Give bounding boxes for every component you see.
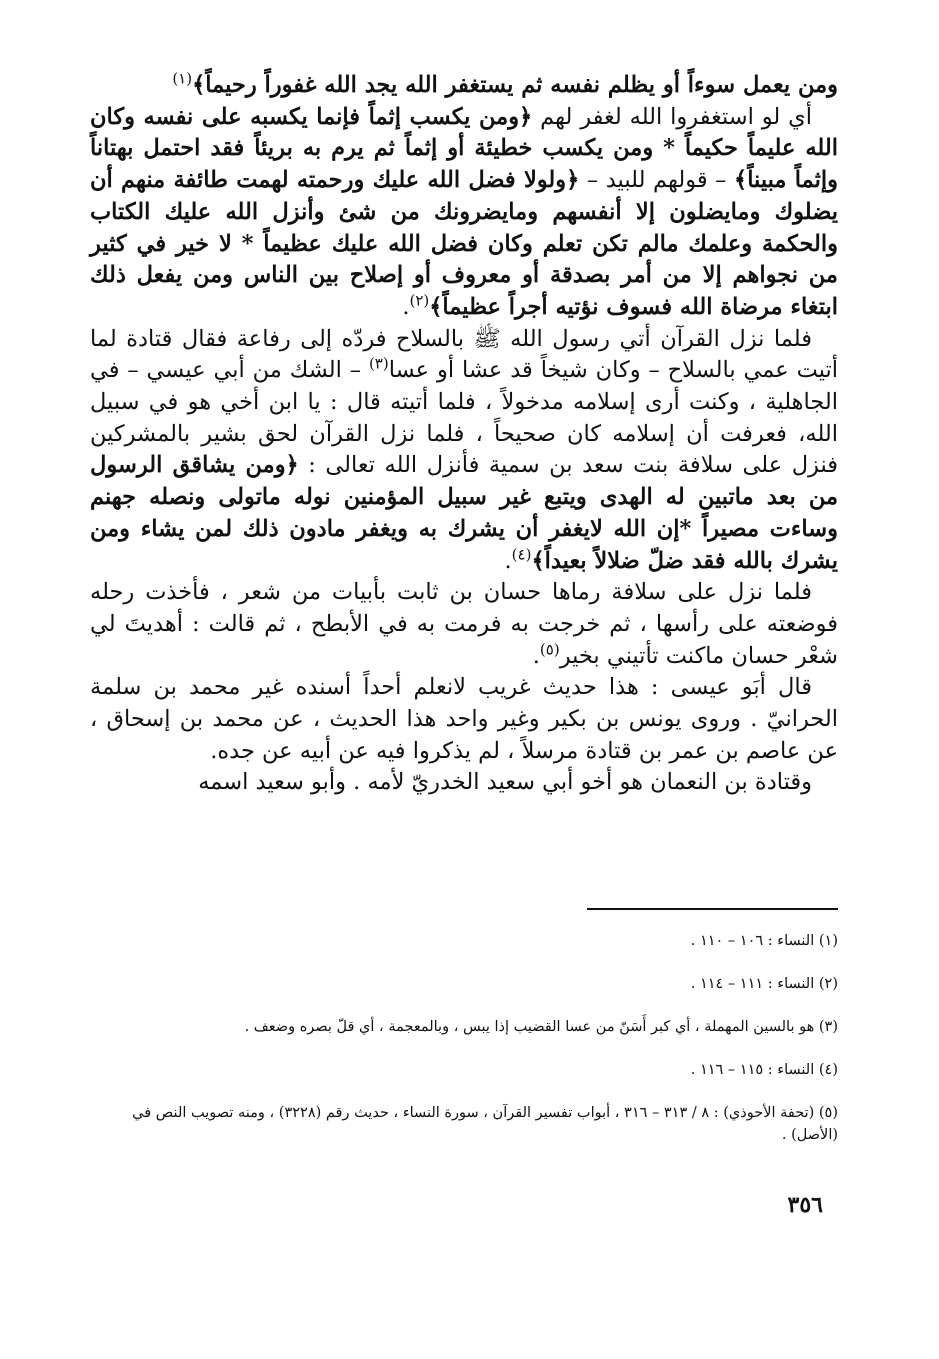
text-run: – قولهم للبيد – [579,167,735,194]
footnote-ref: (٢) [409,291,430,310]
footnote-ref: (١) [172,69,193,88]
text-run: . [532,642,540,669]
paragraph [90,767,838,799]
footnote: (٣) هو بالسين المهملة ، أي كبر أَسَنّ من عسا القضيب إذا يبس ، وبالمعجمة ، أي قلّ بصره وضعف . [244,1019,838,1035]
quran-verse: ﴿ومن يكسب إثماً فإنما يكسبه على نفسه وكان الله عليماً حكيماً * ومن يكسب خطيئة أو إثماً ثم يرم به بريئاً فقد احتمل بهتاناً وإثماً مبيناً﴾ [90,103,838,194]
main-text [90,70,838,799]
text-run: فلما نزل على سلافة رماها حسان بن ثابت بأبيات من شعر ، فأخذت رحله فوضعته على رأسها ، ثم خرجت به فرمت به في الأبطح ، ثم قالت : أهديتَ لي شعْر حسان ماكنت تأتيني بخير [90,579,838,669]
page-number: ٣٥٦ [787,1192,823,1218]
quran-verse: ومن يعمل سوءاً أو يظلم نفسه ثم يستغفر الله يجد الله غفوراً رحيماً﴾ [192,72,838,98]
text-run: . [402,293,410,320]
footnote: (٤) النساء : ١١٥ – ١١٦ . [690,1062,838,1078]
quran-verse: ﴿ولولا فضل الله عليك ورحمته لهمت طائفة منهم أن يضلوك ومايضلون إلا أنفسهم ومايضرونك من شئ وأنزل الله عليك الكتاب والحكمة وعلمك مالم تكن تعلم وكان فضل الله عليك عظيماً * لا خير في كثير من نجواهم إلا من أمر بصدقة أو معروف أو إصلاح بين الناس ومن يفعل ذلك ابتغاء مرضاة الله فسوف نؤتيه أجراً عظيماً﴾ [90,167,838,320]
paragraph [90,70,838,102]
text-run: أي لو استغفروا الله لغفر لهم [532,103,812,130]
text-run: . [504,547,512,574]
footnote-ref: (٥) [539,640,560,659]
quran-verse: ﴿ومن يشاقق الرسول من بعد ماتبين له الهدى ويتبع غير سبيل المؤمنين نوله ماتولى ونصله جهنم وساءت مصيراً *إن الله لايغفر أن يشرك به ويغفر مادون ذلك لمن يشاء ومن يشرك بالله فقد ضلّ ضلالاً بعيداً﴾ [90,452,838,574]
footnote-ref: (٣) [368,354,389,373]
footnote: (١) النساء : ١٠٦ – ١١٠ . [690,933,838,949]
paragraph [90,102,838,324]
footnote-ref: (٤) [511,545,532,564]
text-run: قال أبَو عيسى : هذا حديث غريب لانعلم أحداً أسنده غير محمد بن سلمة الحرانيّ . وروى يونس بن بكير وغير واحد هذا الحديث ، عن محمد بن إسحاق ، عن عاصم بن عمر بن قتادة مرسلاً ، لم يذكروا فيه عن أبيه عن جده. [90,674,838,764]
paragraph [90,577,838,672]
text-run: وقتادة بن النعمان هو أخو أبي سعيد الخدريّ لأمه . وأبو سعيد اسمه [198,769,812,796]
footnote: (٢) النساء : ١١١ – ١١٤ . [690,976,838,992]
paragraph [90,672,838,767]
footnote: (٥) (تحفة الأحوذي) : ٨ / ٣١٣ – ٣١٦ ، أبواب تفسير القرآن ، سورة النساء ، حديث رقم (٣٢٢٨) ، ومنه تصويب النص في (الأصل) . [132,1105,838,1143]
text-run: فلما نزل القرآن أتي رسول الله ﷺ بالسلاح فردّه إلى رفاعة فقال قتادة لما أتيت عمي بالسلاح – وكان شيخاً قد عشا أو عسا [90,325,839,384]
footnotes [90,930,838,1167]
text-run: – الشك من أبي عيسي – في الجاهلية ، وكنت أرى إسلامه مدخولاً ، فلما أتيته قال : يا ابن أخي هو في سبيل الله، فعرفت أن إسلامه كان صحيحاً ، فلما نزل القرآن لحق بشير بالمشركين فنزل على سلافة بنت سعد بن سمية فأنزل الله تعالى : [90,357,838,479]
paragraph [90,324,838,578]
footnote-divider [587,908,838,910]
